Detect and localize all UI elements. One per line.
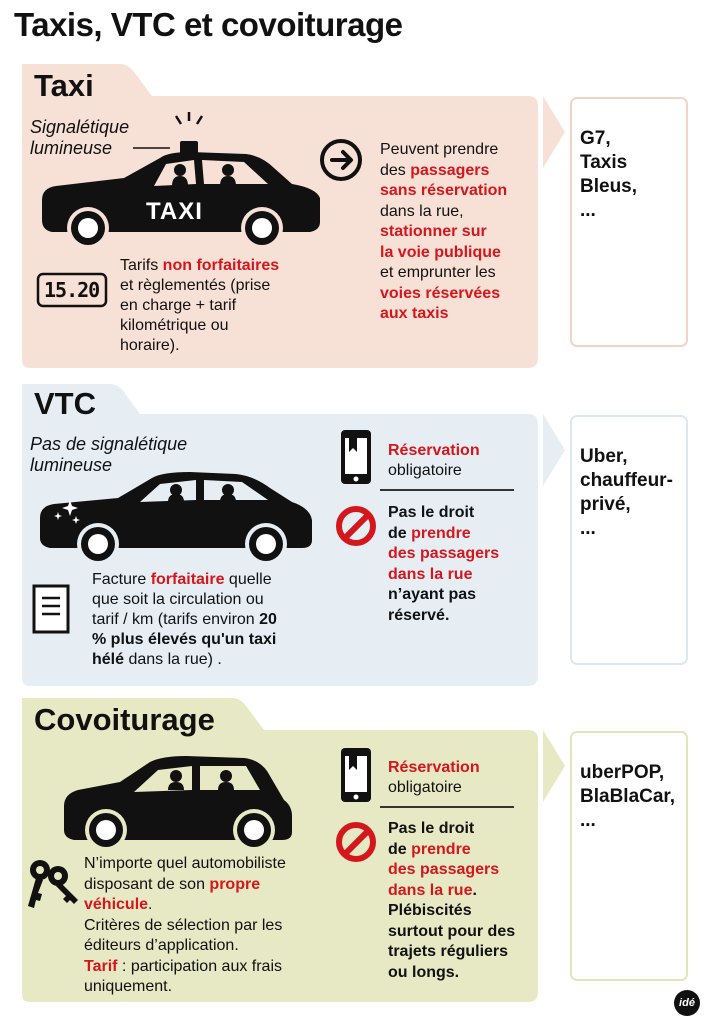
vtc-invoice-text: Facture forfaitaire quelle que soit la circulation ou tarif / km (tarifs environ 20 % plus élevés qu'un taxi hélé dans la rue) . bbox=[92, 571, 277, 668]
page-title: Taxis, VTC et covoiturage bbox=[14, 6, 403, 43]
covoiturage-reservation: Réservation obligatoire bbox=[388, 759, 480, 796]
taxi-title: Taxi bbox=[34, 68, 94, 103]
covoiturage-driver-text: N’importe quel automobiliste disposant de son propre véhicule. Critères de sélection par les éditeurs d’application. Tarif : participation aux frais uniquement. bbox=[84, 855, 286, 995]
vtc-example: ... bbox=[580, 518, 596, 539]
covoiturage-title: Covoiturage bbox=[34, 702, 215, 737]
taxi-example: G7, bbox=[580, 128, 611, 149]
covoiturage-example: ... bbox=[580, 810, 596, 831]
vtc-rights-text: Pas le droit de prendre des passagers dans la rue n’ayant pas réservé. bbox=[388, 504, 500, 624]
covoiturage-example: uberPOP, bbox=[580, 762, 665, 783]
vtc-example: Uber, bbox=[580, 446, 628, 467]
taxi-sign-label-2: lumineuse bbox=[30, 138, 113, 158]
covoiturage-examples-box bbox=[570, 731, 688, 981]
covoiturage-rights-text: Pas le droit de prendre des passagers dans la rue. Plébiscités surtout pour des trajets réguliers ou longs. bbox=[388, 820, 516, 981]
taxi-example: Taxis bbox=[580, 152, 628, 173]
taxi-tarif-text: Tarifs non forfaitaires et règlementés (prise en charge + tarif kilométrique ou horaire). bbox=[120, 257, 280, 354]
vtc-sign-label-1: Pas de signalétique bbox=[30, 434, 188, 454]
vtc-reservation: Réservation obligatoire bbox=[388, 442, 480, 479]
vtc-example: chauffeur- bbox=[580, 470, 673, 491]
vtc-example: privé, bbox=[580, 494, 631, 515]
taxi-sign-label-1: Signalétique bbox=[30, 117, 130, 137]
vtc-sign-label-2: lumineuse bbox=[30, 455, 113, 475]
covoiturage-example: BlaBlaCar, bbox=[580, 786, 676, 807]
taximeter-value: 15.20 bbox=[44, 278, 100, 302]
taxi-rights-text: Peuvent prendre des passagers sans réservation dans la rue, stationner sur la voie publique et emprunter les voies réservées aux taxis bbox=[380, 141, 508, 322]
publisher-logo: idé bbox=[674, 990, 700, 1016]
taxi-example: Bleus, bbox=[580, 176, 638, 197]
vtc-title: VTC bbox=[34, 386, 96, 421]
taxi-car-label: TAXI bbox=[146, 198, 203, 225]
taxi-example: ... bbox=[580, 200, 596, 221]
